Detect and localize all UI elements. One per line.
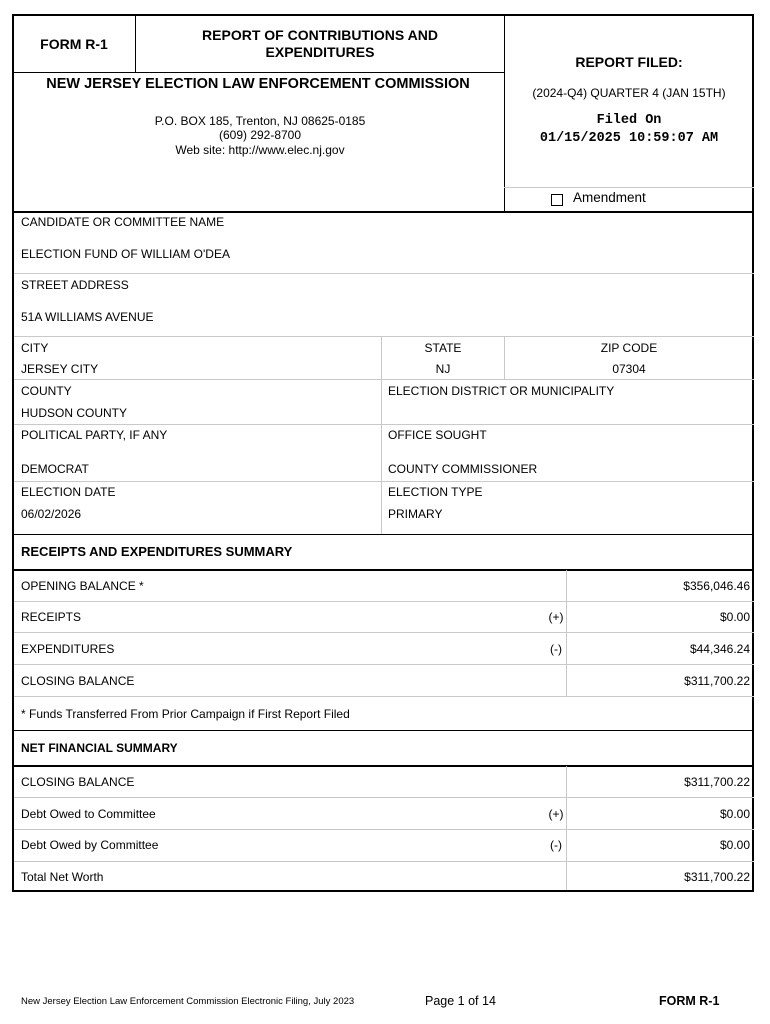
county: HUDSON COUNTY bbox=[21, 406, 128, 420]
report-period: (2024-Q4) QUARTER 4 (JAN 15TH) bbox=[532, 86, 726, 100]
election-date: 06/02/2026 bbox=[21, 507, 82, 521]
amendment-label: Amendment bbox=[573, 190, 646, 205]
form-title-line2: EXPENDITURES bbox=[265, 44, 375, 60]
summary-row-value: $44,346.24 bbox=[689, 642, 750, 656]
report-filed-label: REPORT FILED: bbox=[575, 54, 683, 70]
district-label: ELECTION DISTRICT OR MUNICIPALITY bbox=[388, 384, 615, 398]
net-row-label: Debt Owed by Committee bbox=[21, 838, 159, 852]
election-date-label: ELECTION DATE bbox=[21, 485, 116, 499]
candidate-name: ELECTION FUND OF WILLIAM O'DEA bbox=[21, 247, 230, 261]
net-row-value: $311,700.22 bbox=[684, 870, 750, 884]
footer-left-text: New Jersey Election Law Enforcement Commission Electronic Filing, July 2023 bbox=[21, 996, 355, 1007]
summary-title: RECEIPTS AND EXPENDITURES SUMMARY bbox=[21, 544, 293, 559]
net-row-sign: (-) bbox=[550, 838, 562, 852]
form-title-line1: REPORT OF CONTRIBUTIONS AND bbox=[202, 27, 438, 43]
net-row-value: $0.00 bbox=[719, 807, 750, 821]
party-label: POLITICAL PARTY, IF ANY bbox=[21, 428, 168, 442]
city-label: CITY bbox=[21, 341, 49, 355]
city: JERSEY CITY bbox=[21, 362, 99, 376]
state: NJ bbox=[435, 362, 451, 376]
page-number: Page 1 of 14 bbox=[425, 994, 496, 1008]
filed-on-datetime: 01/15/2025 10:59:07 AM bbox=[539, 131, 719, 146]
net-row-value: $311,700.22 bbox=[684, 775, 750, 789]
footer-form-id: FORM R-1 bbox=[659, 994, 720, 1008]
summary-row-value: $0.00 bbox=[719, 610, 750, 624]
street-address-label: STREET ADDRESS bbox=[21, 278, 129, 292]
election-type-label: ELECTION TYPE bbox=[388, 485, 483, 499]
office: COUNTY COMMISSIONER bbox=[388, 462, 538, 476]
street-address: 51A WILLIAMS AVENUE bbox=[21, 310, 154, 324]
summary-row-label: OPENING BALANCE * bbox=[21, 579, 144, 593]
net-title: NET FINANCIAL SUMMARY bbox=[21, 741, 178, 755]
summary-row-sign: (-) bbox=[550, 642, 562, 656]
party: DEMOCRAT bbox=[21, 462, 89, 476]
summary-row-label: CLOSING BALANCE bbox=[21, 674, 135, 688]
county-label: COUNTY bbox=[21, 384, 72, 398]
summary-row-label: EXPENDITURES bbox=[21, 642, 115, 656]
net-row-label: Debt Owed to Committee bbox=[21, 807, 156, 821]
summary-footnote: * Funds Transferred From Prior Campaign if First Report Filed bbox=[21, 707, 350, 721]
zip: 07304 bbox=[612, 362, 646, 376]
net-row-sign: (+) bbox=[548, 807, 564, 821]
zip-label: ZIP CODE bbox=[600, 341, 658, 355]
state-label: STATE bbox=[424, 341, 462, 355]
filed-on-label: Filed On bbox=[596, 113, 662, 128]
summary-row-sign: (+) bbox=[548, 610, 564, 624]
candidate-name-label: CANDIDATE OR COMMITTEE NAME bbox=[21, 215, 225, 229]
net-row-value: $0.00 bbox=[719, 838, 750, 852]
election-type: PRIMARY bbox=[388, 507, 443, 521]
office-label: OFFICE SOUGHT bbox=[388, 428, 487, 442]
form-id: FORM R-1 bbox=[40, 36, 108, 52]
agency-website: Web site: http://www.elec.nj.gov bbox=[175, 143, 345, 157]
agency-phone: (609) 292-8700 bbox=[218, 128, 302, 142]
summary-row-value: $356,046.46 bbox=[683, 579, 750, 593]
net-row-label: Total Net Worth bbox=[21, 870, 104, 884]
net-row-label: CLOSING BALANCE bbox=[21, 775, 135, 789]
agency-name: NEW JERSEY ELECTION LAW ENFORCEMENT COMMISSION bbox=[46, 76, 470, 92]
amendment-checkbox[interactable] bbox=[551, 194, 563, 206]
agency-address: P.O. BOX 185, Trenton, NJ 08625-0185 bbox=[154, 114, 366, 128]
summary-row-value: $311,700.22 bbox=[684, 674, 750, 688]
summary-row-label: RECEIPTS bbox=[21, 610, 82, 624]
